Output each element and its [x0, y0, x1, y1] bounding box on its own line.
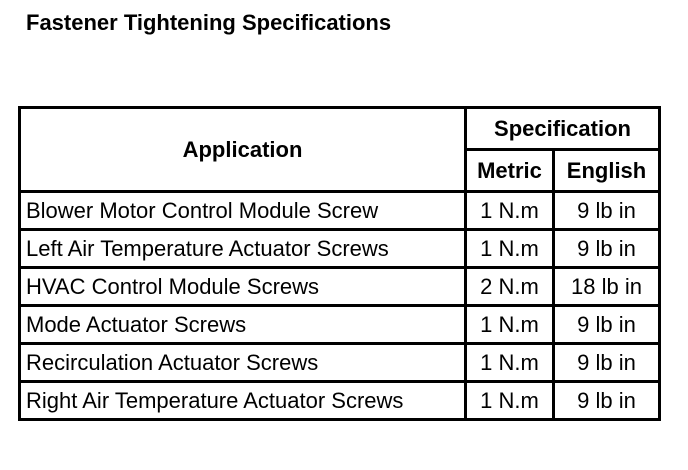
cell-english: 9 lb in: [554, 382, 660, 420]
cell-application: Blower Motor Control Module Screw: [20, 192, 466, 230]
cell-metric: 1 N.m: [466, 230, 554, 268]
cell-application: Recirculation Actuator Screws: [20, 344, 466, 382]
cell-application: Mode Actuator Screws: [20, 306, 466, 344]
fastener-spec-table: [18, 106, 661, 421]
cell-application: Left Air Temperature Actuator Screws: [20, 230, 466, 268]
table-row: [20, 192, 660, 230]
table-row: [20, 382, 660, 420]
cell-metric: 1 N.m: [466, 344, 554, 382]
header-application: Application: [20, 108, 466, 192]
cell-application: Right Air Temperature Actuator Screws: [20, 382, 466, 420]
header-specification: Specification: [466, 108, 660, 150]
cell-application: HVAC Control Module Screws: [20, 268, 466, 306]
page-title: Fastener Tightening Specifications: [26, 10, 392, 35]
cell-english: 9 lb in: [554, 230, 660, 268]
cell-english: 9 lb in: [554, 344, 660, 382]
cell-metric: 2 N.m: [466, 268, 554, 306]
header-metric: Metric: [466, 150, 554, 192]
cell-english: 18 lb in: [554, 268, 660, 306]
header-english: English: [554, 150, 660, 192]
table-row: [20, 230, 660, 268]
cell-metric: 1 N.m: [466, 306, 554, 344]
table-row: [20, 344, 660, 382]
table-row: [20, 268, 660, 306]
cell-metric: 1 N.m: [466, 192, 554, 230]
cell-english: 9 lb in: [554, 306, 660, 344]
table-header-row: [20, 108, 660, 150]
table-row: [20, 306, 660, 344]
cell-metric: 1 N.m: [466, 382, 554, 420]
cell-english: 9 lb in: [554, 192, 660, 230]
